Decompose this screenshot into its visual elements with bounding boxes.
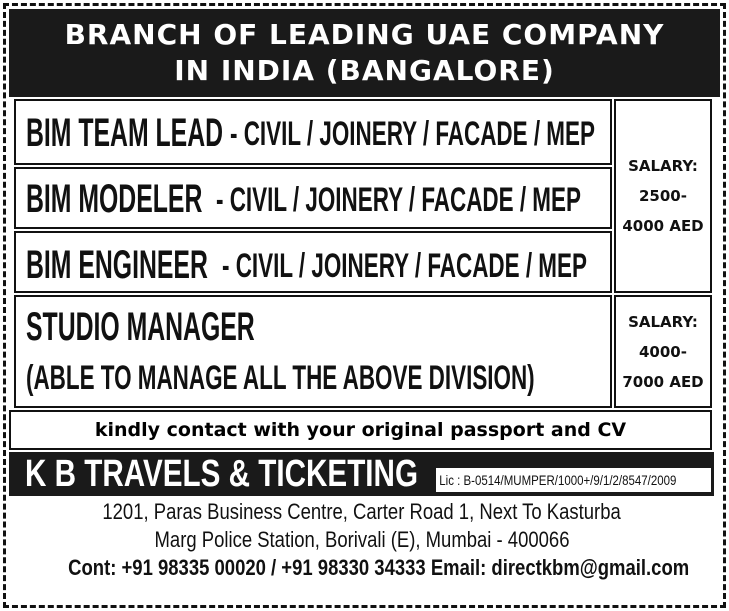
contact-details: Cont: +91 98335 00020 / +91 98330 34333 Email: directkbm@gmail.com (68, 555, 690, 580)
position-disciplines: - CIVIL / JOINERY / FACADE / MEP (222, 247, 587, 285)
agency-license: Lic : B-0514/MUMPER/1000+/9/1/2/8547/2009 (436, 468, 711, 492)
position-title: STUDIO MANAGER (26, 305, 255, 349)
position-disciplines: - CIVIL / JOINERY / FACADE / MEP (216, 181, 581, 219)
position-row-bim-modeler (14, 167, 612, 229)
agency-address (9, 498, 714, 582)
header-line-2: IN INDIA (BANGALORE) (174, 54, 555, 87)
salary-min: 2500- (639, 187, 687, 205)
position-title: BIM ENGINEER (26, 243, 208, 287)
position-disciplines: - CIVIL / JOINERY / FACADE / MEP (230, 115, 595, 153)
position-note: (ABLE TO MANAGE ALL THE ABOVE DIVISION) (26, 359, 535, 397)
header-line-1: BRANCH OF LEADING UAE COMPANY (64, 18, 665, 51)
salary-max: 4000 AED (622, 217, 704, 235)
address-line-2: Marg Police Station, Borivali (E), Mumbai - 400066 (154, 527, 569, 552)
salary-box-studio (614, 295, 712, 408)
salary-max: 7000 AED (622, 372, 704, 391)
position-title: BIM TEAM LEAD (26, 111, 224, 155)
contact-instruction: kindly contact with your original passport and CV (9, 410, 712, 450)
position-row-studio-manager (14, 295, 612, 408)
salary-box-bim (614, 99, 712, 293)
agency-name: K B TRAVELS & TICKETING (25, 453, 419, 495)
ad-header (9, 9, 720, 97)
position-title: BIM MODELER (26, 177, 203, 221)
salary-label: SALARY: (628, 312, 698, 331)
salary-label: SALARY: (628, 157, 698, 175)
position-row-bim-team-lead (14, 99, 612, 165)
address-line-1: 1201, Paras Business Centre, Carter Road 1, Next To Kasturba (102, 499, 621, 524)
salary-min: 4000- (639, 342, 687, 361)
position-row-bim-engineer (14, 231, 612, 293)
